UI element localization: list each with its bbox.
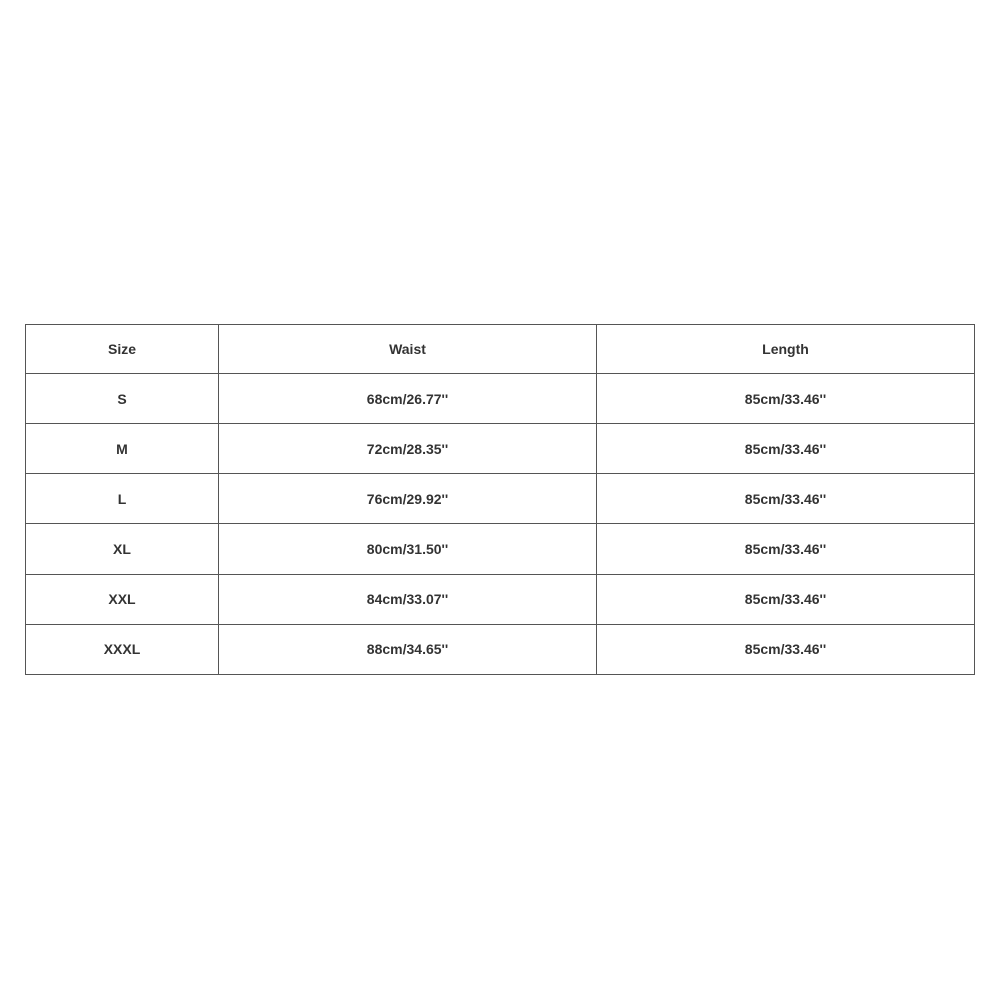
table-row xyxy=(26,574,975,624)
table-row xyxy=(26,474,975,524)
table-header-row xyxy=(26,325,975,374)
table-row xyxy=(26,524,975,574)
cell-size: XXL xyxy=(26,574,219,624)
cell-waist: 68cm/26.77'' xyxy=(219,374,597,424)
cell-size: L xyxy=(26,474,219,524)
table-row xyxy=(26,624,975,674)
cell-size: S xyxy=(26,374,219,424)
cell-length: 85cm/33.46'' xyxy=(597,474,975,524)
cell-waist: 72cm/28.35'' xyxy=(219,424,597,474)
cell-waist: 76cm/29.92'' xyxy=(219,474,597,524)
cell-length: 85cm/33.46'' xyxy=(597,574,975,624)
header-length: Length xyxy=(597,325,975,374)
cell-waist: 84cm/33.07'' xyxy=(219,574,597,624)
size-chart-table xyxy=(25,324,975,675)
cell-size: XXXL xyxy=(26,624,219,674)
cell-size: M xyxy=(26,424,219,474)
cell-waist: 80cm/31.50'' xyxy=(219,524,597,574)
table-row xyxy=(26,374,975,424)
cell-length: 85cm/33.46'' xyxy=(597,424,975,474)
cell-waist: 88cm/34.65'' xyxy=(219,624,597,674)
cell-length: 85cm/33.46'' xyxy=(597,624,975,674)
header-size: Size xyxy=(26,325,219,374)
table-row xyxy=(26,424,975,474)
header-waist: Waist xyxy=(219,325,597,374)
cell-length: 85cm/33.46'' xyxy=(597,524,975,574)
cell-length: 85cm/33.46'' xyxy=(597,374,975,424)
cell-size: XL xyxy=(26,524,219,574)
